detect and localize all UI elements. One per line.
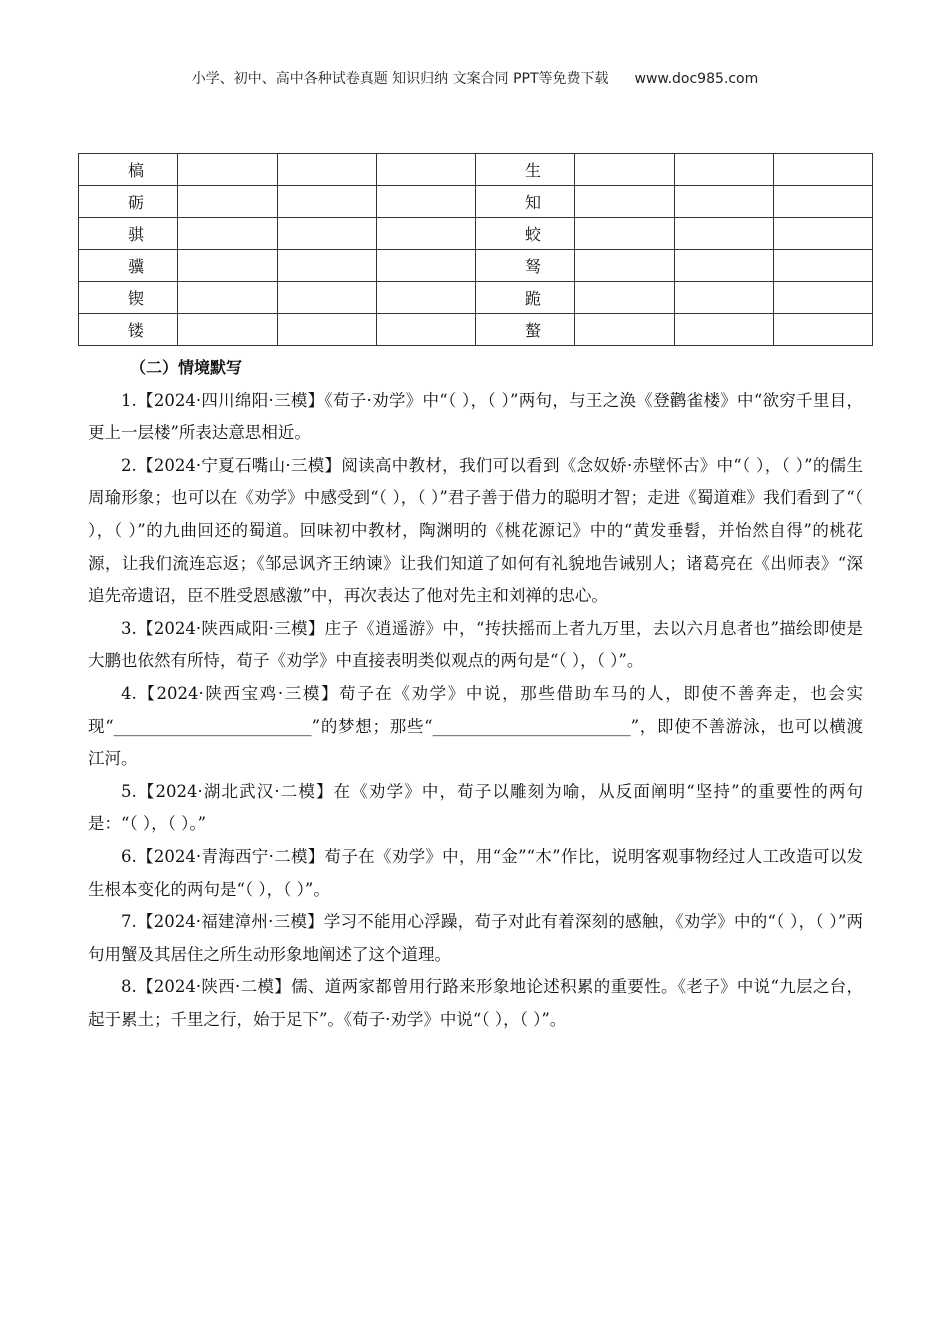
answer-cell[interactable] (277, 314, 376, 346)
answer-cell[interactable] (674, 250, 773, 282)
answer-cell[interactable] (277, 250, 376, 282)
char-cell-left: 锲 (79, 282, 178, 314)
page-header (0, 68, 950, 88)
answer-cell[interactable] (277, 282, 376, 314)
answer-cell[interactable] (575, 218, 674, 250)
answer-cell[interactable] (773, 314, 872, 346)
main-content (88, 352, 863, 1036)
table-row (79, 250, 873, 282)
question-8: 8.【2024·陕西·二模】儒、道两家都曾用行路来形象地论述积累的重要性。《老子》中说“九层之台，起于累土；千里之行，始于足下”。《荀子·劝学》中说“（ ），（ ）”。 (88, 977, 863, 1029)
table-row (79, 218, 873, 250)
char-cell-left: 骐 (79, 218, 178, 250)
answer-cell[interactable] (773, 282, 872, 314)
answer-cell[interactable] (575, 282, 674, 314)
answer-cell[interactable] (575, 314, 674, 346)
char-cell-right: 蛟 (476, 218, 575, 250)
char-cell-right: 螯 (476, 314, 575, 346)
question-6: 6.【2024·青海西宁·二模】荀子在《劝学》中，用“金”“木”作比，说明客观事物经过人工改造可以发生根本变化的两句是“（ ），（ ）”。 (88, 846, 863, 899)
answer-cell[interactable] (178, 250, 277, 282)
answer-cell[interactable] (277, 186, 376, 218)
answer-cell[interactable] (773, 186, 872, 218)
question-7: 7.【2024·福建漳州·三模】学习不能用心浮躁，荀子对此有着深刻的感触，《劝学》中的“（ ），（ ）”两句用蟹及其居住之所生动形象地阐述了这个道理。 (88, 912, 863, 964)
answer-cell[interactable] (277, 218, 376, 250)
answer-cell[interactable] (773, 218, 872, 250)
answer-cell[interactable] (376, 314, 475, 346)
answer-cell[interactable] (674, 314, 773, 346)
char-cell-right: 跪 (476, 282, 575, 314)
table-row (79, 186, 873, 218)
char-cell-right: 知 (476, 186, 575, 218)
answer-cell[interactable] (376, 250, 475, 282)
answer-cell[interactable] (575, 154, 674, 186)
answer-cell[interactable] (178, 186, 277, 218)
char-cell-right: 驽 (476, 250, 575, 282)
answer-cell[interactable] (277, 154, 376, 186)
answer-cell[interactable] (376, 186, 475, 218)
question-1: 1.【2024·四川绵阳·三模】《荀子·劝学》中“（ ），（ ）”两句，与王之涣《登鹳雀楼》中“欲穷千里目，更上一层楼”所表达意思相近。 (88, 390, 863, 443)
question-3: 3.【2024·陕西咸阳·三模】庄子《逍遥游》中，“抟扶摇而上者九万里，去以六月息者也”描绘即使是大鹏也依然有所恃，荀子《劝学》中直接表明类似观点的两句是“（ ），（ ）”。 (88, 618, 863, 671)
question-5: 5.【2024·湖北武汉·二模】在《劝学》中，荀子以雕刻为喻，从反面阐明“坚持”的重要性的两句是：“（ ），（ ）。” (88, 781, 863, 834)
answer-cell[interactable] (773, 154, 872, 186)
char-cell-left: 镂 (79, 314, 178, 346)
answer-cell[interactable] (178, 154, 277, 186)
header-text: 小学、初中、高中各种试卷真题 知识归纳 文案合同 PPT等免费下载 (191, 71, 609, 87)
character-table (78, 153, 873, 346)
answer-cell[interactable] (376, 282, 475, 314)
section-title: （二）情境默写 (130, 358, 243, 377)
header-site-link[interactable]: www.doc985.com (634, 71, 759, 87)
char-cell-left: 槁 (79, 154, 178, 186)
answer-cell[interactable] (376, 154, 475, 186)
table-row (79, 154, 873, 186)
char-cell-left: 砺 (79, 186, 178, 218)
answer-cell[interactable] (178, 314, 277, 346)
answer-cell[interactable] (575, 250, 674, 282)
answer-cell[interactable] (674, 154, 773, 186)
answer-cell[interactable] (674, 282, 773, 314)
answer-cell[interactable] (178, 218, 277, 250)
question-list (88, 385, 863, 1037)
table-row (79, 314, 873, 346)
answer-cell[interactable] (376, 218, 475, 250)
answer-cell[interactable] (178, 282, 277, 314)
answer-cell[interactable] (575, 186, 674, 218)
answer-cell[interactable] (674, 186, 773, 218)
char-cell-right: 生 (476, 154, 575, 186)
table-row (79, 282, 873, 314)
question-2: 2.【2024·宁夏石嘴山·三模】阅读高中教材，我们可以看到《念奴娇·赤壁怀古》中“（ ），（ ）”的儒生周瑜形象；也可以在《劝学》中感受到“（ ），（ ）”君子善于借力的聪明才智；走进《蜀道难》我们看到了“（ ），（ ）”的九曲回还的蜀道。回味初中教材，陶渊明的《桃花源记》中的“黄发垂髫，并怡然自得”的桃花源，让我们流连忘返；《邹忌讽齐王纳谏》让我们知道了如何有礼貌地告诫别人；诸葛亮在《出师表》“深追先帝遗诏，臣不胜受恩感激”中，再次表达了他对先主和刘禅的忠心。 (88, 455, 863, 606)
answer-cell[interactable] (674, 218, 773, 250)
question-4: 4.【2024·陕西宝鸡·三模】荀子在《劝学》中说，那些借助车马的人，即使不善奔走，也会实现“________________________”的梦想；那些“________________________”，即使不善游泳，也可以横渡江河。 (88, 683, 863, 769)
char-cell-left: 骥 (79, 250, 178, 282)
answer-cell[interactable] (773, 250, 872, 282)
